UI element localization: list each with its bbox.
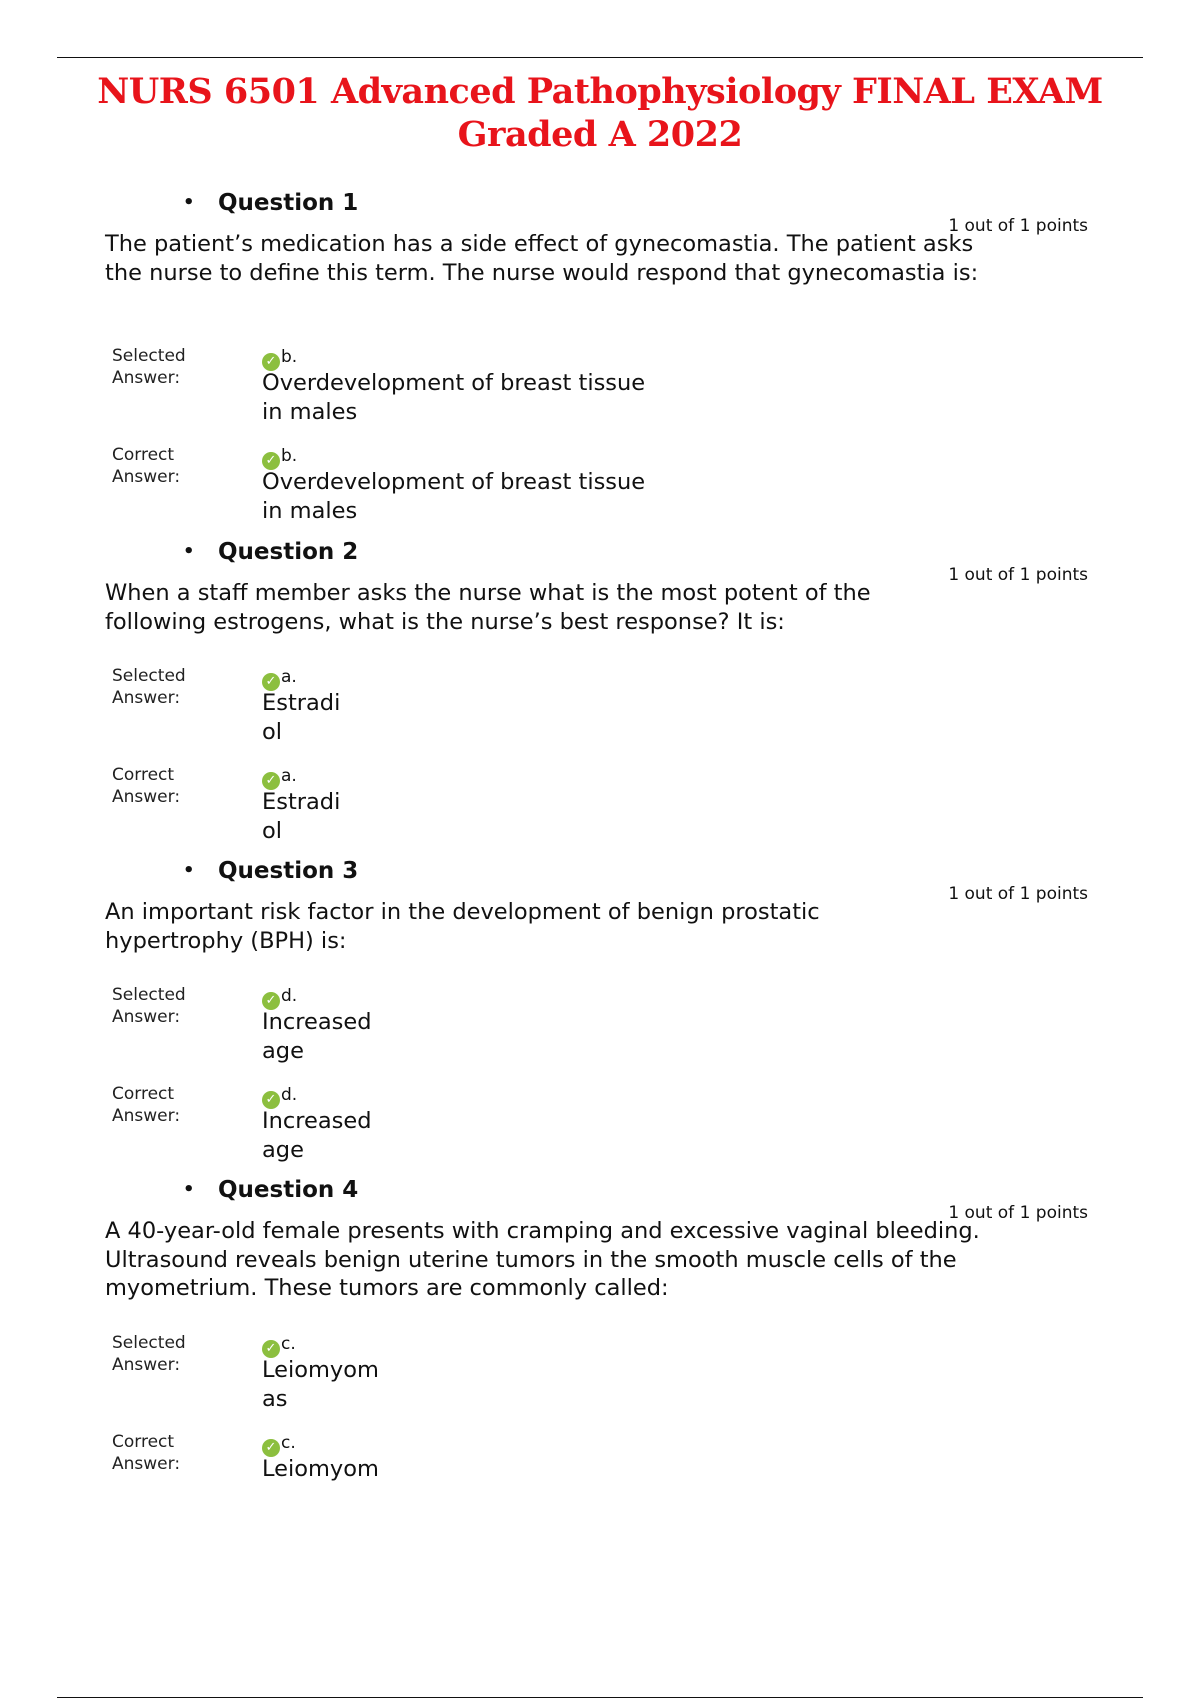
bullet-icon: •: [183, 541, 195, 562]
question-heading-label: Question 1: [218, 190, 359, 216]
answer-text: Overdevelopment of breast tissue in males: [262, 370, 646, 425]
selected-answer: [0, 984, 1200, 1074]
top-rule: [57, 57, 1143, 58]
correct-answer-label: Correct Answer:: [112, 765, 181, 807]
check-icon: ✓: [262, 353, 280, 371]
question-heading: [183, 856, 358, 886]
bullet-icon: •: [183, 860, 195, 881]
correct-answer: [0, 764, 1200, 854]
correct-answer: [0, 444, 1200, 534]
answer-letter: ✓ a.: [262, 765, 297, 790]
answer-letter: ✓ c.: [262, 1333, 296, 1358]
question-heading: [183, 1175, 358, 1205]
selected-answer-label: Selected Answer:: [112, 1333, 186, 1375]
question-heading: [183, 537, 358, 567]
correct-answer-label: Correct Answer:: [112, 1084, 181, 1126]
question-text: A 40-year-old female presents with cramping and excessive vaginal bleeding. Ultrasound reveals benign uterine tumors in the smooth muscle cells of the myometrium. These tumors are commonly called:: [105, 1218, 980, 1301]
question-text: When a staff member asks the nurse what is the most potent of the following estrogens, what is the nurse’s best response? It is:: [105, 580, 871, 635]
selected-answer-label: Selected Answer:: [112, 985, 186, 1027]
answer-text: Estradi ol: [262, 690, 341, 745]
question-block-4: [0, 1175, 1200, 1505]
question-block-1: [0, 188, 1200, 524]
answer-letter: ✓ c.: [262, 1432, 296, 1457]
check-icon: ✓: [262, 1439, 280, 1457]
selected-answer: [0, 345, 1200, 435]
answer-text: Increased age: [262, 1108, 372, 1163]
check-icon: ✓: [262, 1340, 280, 1358]
question-text: An important risk factor in the development of benign prostatic hypertrophy (BPH) is:: [105, 899, 820, 954]
question-points: 1 out of 1 points: [948, 216, 1088, 236]
question-heading-label: Question 2: [218, 539, 359, 565]
check-icon: ✓: [262, 452, 280, 470]
bullet-icon: •: [183, 192, 195, 213]
question-points: 1 out of 1 points: [948, 565, 1088, 585]
question-block-2: [0, 537, 1200, 867]
check-icon: ✓: [262, 673, 280, 691]
check-icon: ✓: [262, 1091, 280, 1109]
document-title: NURS 6501 Advanced Pathophysiology FINAL EXAM Graded A 2022: [97, 71, 1103, 155]
answer-text: Overdevelopment of breast tissue in males: [262, 469, 646, 524]
selected-answer-label: Selected Answer:: [112, 346, 186, 388]
answer-text: Leiomyom as: [262, 1357, 379, 1412]
correct-answer: [0, 1431, 1200, 1521]
answer-letter: ✓ b.: [262, 445, 297, 470]
bottom-rule: [57, 1697, 1143, 1698]
answer-letter: ✓ d.: [262, 985, 297, 1010]
question-points: 1 out of 1 points: [948, 1203, 1088, 1223]
answer-letter: ✓ d.: [262, 1084, 297, 1109]
bullet-icon: •: [183, 1179, 195, 1200]
question-text: The patient’s medication has a side effect of gynecomastia. The patient asks the nurse to define this term. The nurse would respond that gynecomastia is:: [105, 231, 979, 286]
correct-answer-label: Correct Answer:: [112, 1432, 181, 1474]
question-points: 1 out of 1 points: [948, 884, 1088, 904]
answer-text: Leiomyom: [262, 1456, 379, 1482]
question-heading-label: Question 4: [218, 1177, 359, 1203]
answer-letter: ✓ a.: [262, 666, 297, 691]
question-heading-label: Question 3: [218, 858, 359, 884]
question-block-3: [0, 856, 1200, 1186]
check-icon: ✓: [262, 772, 280, 790]
check-icon: ✓: [262, 992, 280, 1010]
answer-letter: ✓ b.: [262, 346, 297, 371]
selected-answer-label: Selected Answer:: [112, 666, 186, 708]
question-heading: [183, 188, 358, 218]
correct-answer-label: Correct Answer:: [112, 445, 181, 487]
correct-answer: [0, 1083, 1200, 1173]
answer-text: Estradi ol: [262, 789, 341, 844]
selected-answer: [0, 665, 1200, 755]
selected-answer: [0, 1332, 1200, 1422]
answer-text: Increased age: [262, 1009, 372, 1064]
